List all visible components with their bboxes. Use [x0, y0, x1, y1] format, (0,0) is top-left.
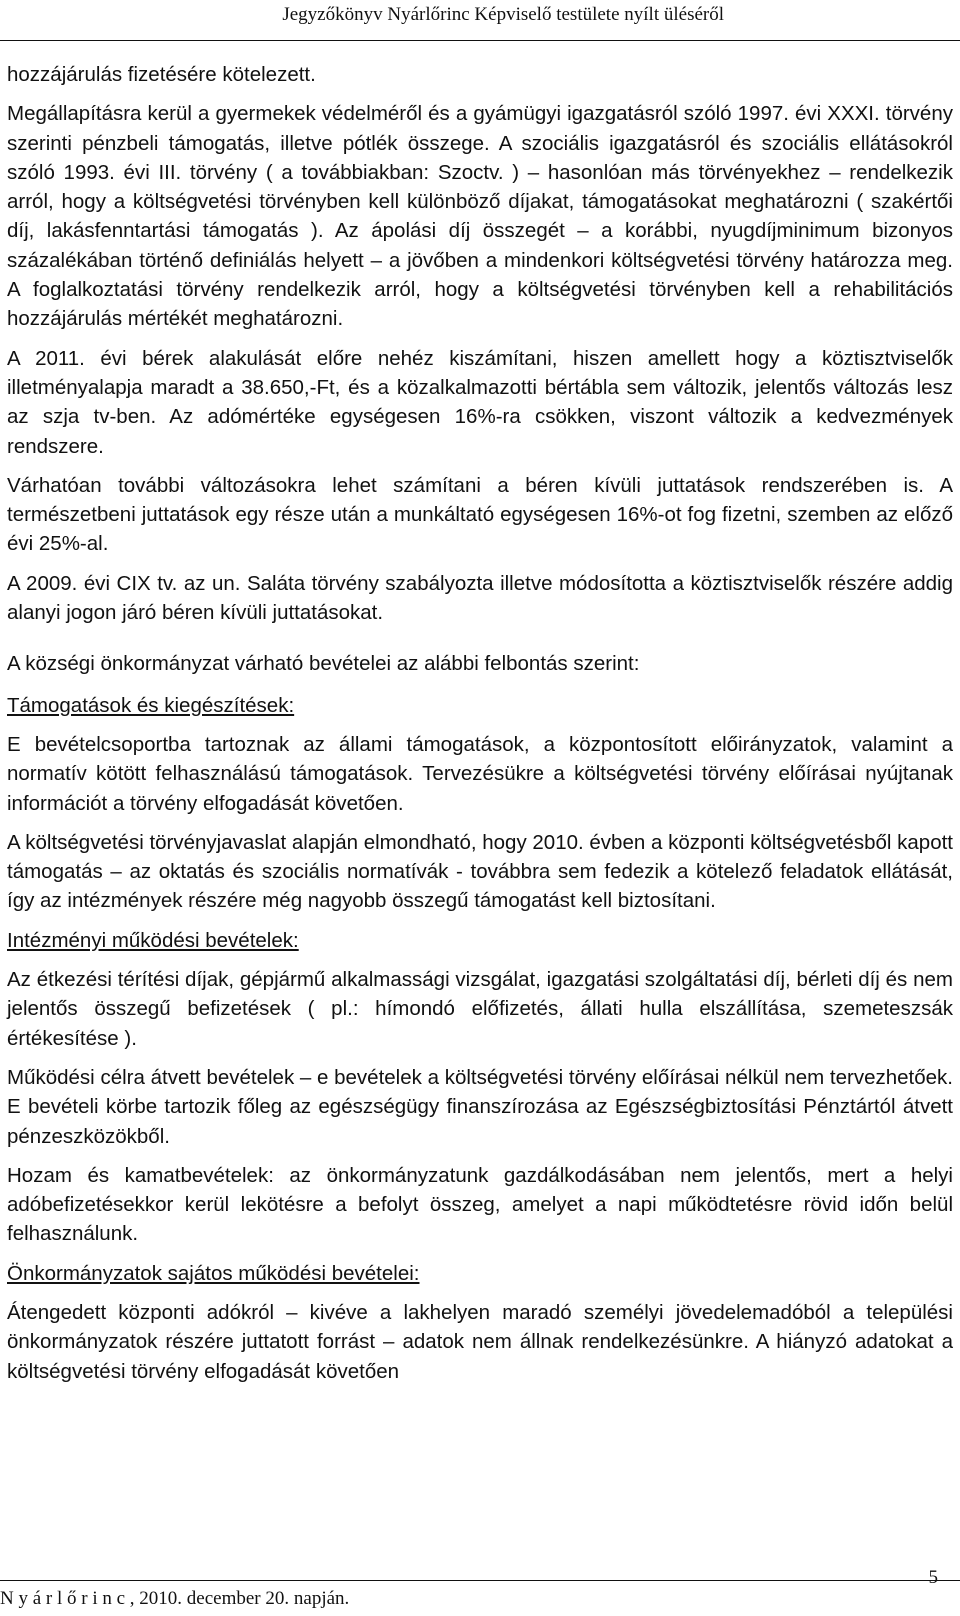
heading-tamogatasok: Támogatások és kiegészítések: — [7, 693, 295, 717]
paragraph-atengedett: Átengedett központi adókról – kivéve a lakhelyen maradó személyi jövedelemadóból a települési önkormányzatok részére juttatott forrást – adatok nem állnak rendelkezésünkre. A hiányzó adatokat a költségvetési törvény elfogadását követően — [7, 1300, 953, 1383]
footer-place-date: N y á r l ő r i n c , 2010. december 20. napján. — [0, 1588, 350, 1609]
paragraph-atvett-bevetelek: Működési célra átvett bevételek – e bevételek a költségvetési törvény előírásai nélkül nem tervezhetőek. E bevételi körbe tartozik főleg az egészségügy finanszírozása az Egészségbiztosítási Pénztártól átvett pénzeszközökből. — [7, 1065, 953, 1148]
running-header: Jegyzőkönyv Nyárlőrinc Képviselő testülete nyílt üléséről — [282, 4, 724, 25]
footer-divider — [0, 1580, 960, 1581]
heading-intezmenyi: Intézményi működési bevételek: — [7, 928, 299, 952]
paragraph-beren-kivuli: Várhatóan további változásokra lehet számítani a béren kívüli juttatások rendszerében is. A természetbeni juttatások egy része után a munkáltató egységesen 16%-ot fog fizetni, szemben az előző évi 25%-al. — [7, 473, 953, 556]
paragraph-bevetelcsoport: E bevételcsoportba tartoznak az állami támogatások, a központosított előirányzatok, valamint a normatív kötött felhasználású támogatások. Tervezésükre a költségvetési törvény előírásai nyújtanak információt a törvény elfogadását követően. — [7, 732, 953, 815]
page-number: 5 — [928, 1567, 938, 1588]
paragraph-continuation: hozzájárulás fizetésére kötelezett. — [7, 63, 316, 86]
paragraph-hozam: Hozam és kamatbevételek: az önkormányzatunk gazdálkodásában nem jelentős, mert a helyi adóbefizetésekkor kerül lekötésre a befolyt összeg, amelyet a napi működtetésre rövid időn belül felhasználunk. — [7, 1163, 953, 1246]
paragraph-szoctv: Megállapításra kerül a gyermekek védelméről és a gyámügyi igazgatásról szóló 1997. évi XXXI. törvény szerinti pénzbeli támogatás, illetve pótlék összege. A szociális igazgatásról és szociális ellátásokról szóló 1993. évi III. törvény ( a továbbiakban: Szoctv. ) – hasonlóan más törvényekhez – rendelkezik arról, hogy a költségvetési törvényben kell különböző díjakat, támogatásokat meghatározni ( szakértői díj, lakásfenntartási támogatás ). Az ápolási díj összegét – a korábbi, nyugdíjminimum bizonyos százalékában történő definiálás helyett – a jövőben a mindenkori költségvetési törvény határozza meg. A foglalkoztatási törvény rendelkezik arról, hogy a költségvetési törvényben kell a rehabilitációs hozzájárulás mértékét meghatározni. — [7, 102, 953, 331]
heading-sajatos: Önkormányzatok sajátos működési bevételei: — [7, 1261, 420, 1285]
paragraph-bevetelek-intro: A községi önkormányzat várható bevételei az alábbi felbontás szerint: — [7, 652, 640, 676]
paragraph-etkezesi: Az étkezési térítési díjak, gépjármű alkalmassági vizsgálat, igazgatási szolgáltatási díj, bérleti díj és nem jelentős összegű befizetések ( pl.: hímondó előfizetés, állati hulla elszállítása, szemeteszsák értékesítése ). — [7, 968, 953, 1050]
document-body — [7, 60, 953, 1396]
paragraph-salata-torveny: A 2009. évi CIX tv. az un. Saláta törvény szabályozta illetve módosította a köztisztviselők részére addig alanyi jogon járó béren kívüli juttatásokat. — [7, 571, 953, 625]
paragraph-berek-2011: A 2011. évi bérek alakulását előre nehéz kiszámítani, hiszen amellett hogy a köztisztviselők illetményalapja maradt a 38.650,-Ft, és a közalkalmazotti bértábla sem változik, jelentős változás lesz az szja tv-ben. Az adómértéke egységesen 16%-ra csökken, viszont változik a kedvezmények rendszere. — [7, 346, 953, 458]
header-divider — [0, 40, 960, 41]
paragraph-torvenyjavaslat: A költségvetési törvényjavaslat alapján elmondható, hogy 2010. évben a központi költségvetésből kapott támogatás – az oktatás és szociális normatívák - továbbra sem fedezik a kötelező feladatok ellátását, így az intézmények részére még nagyobb összegű támogatást kell biztosítani. — [7, 830, 953, 913]
